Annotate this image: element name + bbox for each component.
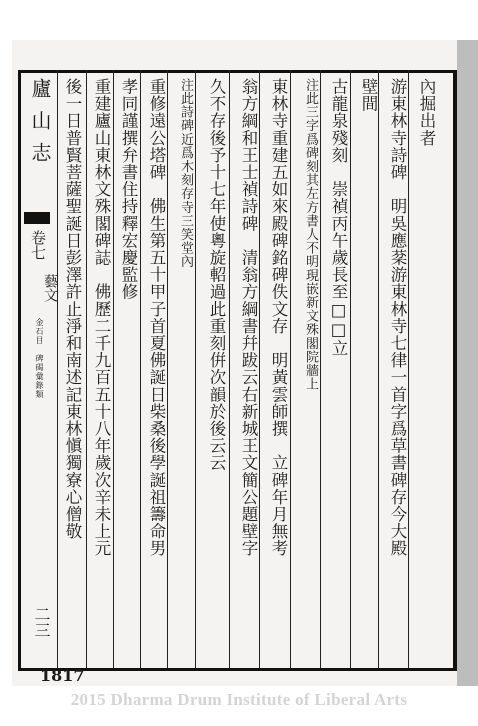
text-column: 重建廬山東林文殊閣碑誌 佛歷二千九百五十八年歲次辛未上元 [92,78,111,557]
margin-strip [22,78,58,663]
margin-section: 藝文 [42,274,58,302]
column-rule [140,70,141,668]
text-column: 內掘出者 [417,78,436,147]
page-number: 1817 [40,666,85,685]
text-column: 孝同謹撰弁書住持釋宏慶監修 [119,78,138,301]
fish-tail-mark [24,212,50,222]
text-column: 後一日普賢菩薩聖誕日彭澤許止淨和南述記東林愼獨寮心僧敬 [63,78,82,540]
text-column: 壁間 [359,78,378,113]
column-rule [350,70,351,668]
margin-volume: 卷七 [29,230,47,260]
column-rule [113,70,114,668]
text-column: 注此三字爲碑刻其左方書人不明現嵌新文殊閣院牆上 [303,78,318,391]
column-rule [290,70,291,668]
watermark: 2015 Dharma Drum Institute of Liberal Arts [70,690,408,709]
text-column: 久不存後予十七年使粵旋軺過此重刻倂次韻於後云云 [207,78,226,472]
fish-tail-mark [24,222,50,232]
column-rule [229,70,230,668]
binding-edge [457,40,478,686]
margin-subtitle: 金石目 碑碣彙錄類 [35,318,44,399]
text-column: 注此詩碑近爲木刻存寺三笑堂內 [178,78,193,269]
text-column: 古龍泉殘刻 崇禎丙午歲長至□□立 [329,78,348,357]
margin-title: 廬山志 [28,78,52,174]
column-rule [57,70,58,668]
column-rule [86,70,87,668]
text-column: 游東林寺詩碑 明吳應棻游東林寺七律一首字爲草書碑存今大殿 [388,78,407,557]
text-column: 東林寺重建五如來殿碑銘碑佚文存 明黃雲師撰 立碑年月無考 [269,78,288,557]
margin-leaf-number: 二三 [32,606,51,638]
text-column: 重修遠公塔碑 佛生第五十甲子首夏佛誕日柴桑後學誕祖籌命男 [147,78,166,557]
text-column: 翁方綱和王士禎詩碑 清翁方綱書幷跋云右新城王文簡公題壁字 [239,78,258,557]
